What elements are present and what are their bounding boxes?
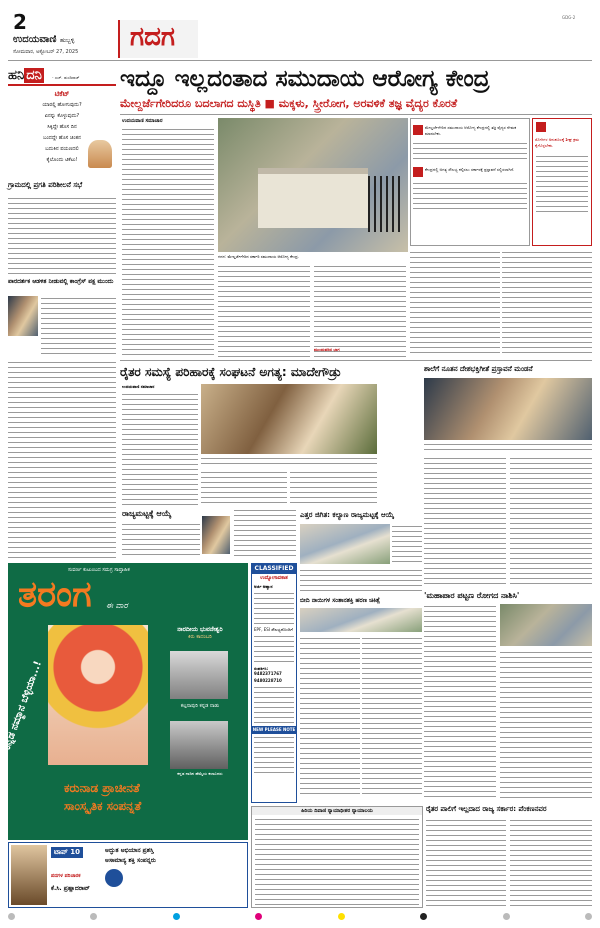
farmers-headline: ರೈತರ ಸಮಸ್ಯೆ ಪರಿಹಾರಕ್ಕೆ ಸಂಘಟನೆ ಅಗತ್ಯ: ಮಾದೇಗೌಡ್ರು [120, 365, 342, 379]
issue-date: ಸೋಮವಾರ, ಅಕ್ಟೋಬರ್ 27, 2025 [13, 49, 79, 55]
court-notice-header: ಹಿರಿಯ ದಿವಾಣಿ ನ್ಯಾಯಾಧೀಶರ ನ್ಯಾಯಾಲಯ [252, 807, 422, 815]
quote-1: ಮೇಲ್ದರ್ಜೆಗೇರಿದ ಸಮುದಾಯ ಆರೋಗ್ಯ ಕೇಂದ್ರದಲ್ಲಿ ತಜ್ಞ ವೈದ್ಯರ ನೇಮಕ ಮಾಡಬೇಕು. [411, 123, 529, 139]
rajya-col-2 [234, 508, 296, 558]
pot-col-2 [510, 456, 592, 586]
column-header [8, 64, 116, 86]
poem-illustration [88, 140, 112, 168]
taranga-ad [1, 563, 248, 840]
dogs-photo [300, 608, 422, 632]
classified-entry: 9480228710 [254, 678, 282, 683]
ad-feature-1: ನಾರದೀಯ ಭುವನೇಶ್ವರಿ ಕಿರು ಕಾದಂಬರಿ [177, 626, 223, 640]
pot-caption [424, 442, 592, 452]
lead-rule [120, 114, 592, 115]
lead-col-2 [218, 264, 310, 357]
meeting-headline: 'ಮಹಾಪಾರ ಪಟ್ಟಣ ರೋಗದ ನಾಶಿಸಿ' [424, 591, 520, 600]
farmers-caption-lines [201, 456, 377, 468]
classified-entry: ಸಂಪರ್ಕಿಸಿ: 9482371767 [254, 666, 282, 676]
ad-brand: ತರಂಗ [18, 574, 92, 615]
farmers-col-3 [290, 470, 377, 506]
top10-strip [8, 842, 248, 908]
bottom-col [426, 818, 506, 908]
quote-2: ಕೇಂದ್ರದಲ್ಲಿ ಅಗತ್ಯ ಸೌಲಭ್ಯ ಕಲ್ಪಿಸಲು ಸರ್ಕಾರಕ್ಕೆ ಪ್ರಸ್ತಾವನೆ ಸಲ್ಲಿಸಲಾಗಿದೆ. [411, 165, 529, 179]
meeting-col-2 [500, 650, 592, 800]
lead-headline: ಇದ್ದೂ ಇಲ್ಲದಂತಾದ ಸಮುದಾಯ ಆರೋಗ್ಯ ಕೇಂದ್ರ [120, 66, 490, 92]
classified-notice: NEW PLEASE NOTE [252, 727, 296, 732]
left-story-2-headline: ಪಾರದರ್ಶಕ ಆಡಳಿತ ನೀಡುವಲ್ಲಿ ಕಾಂಗ್ರೆಸ್ ಪಕ್ಷ ಮುಂದು [8, 278, 114, 285]
page-number: 2 [13, 10, 27, 34]
meeting-col-1 [424, 604, 496, 800]
ad-tagline-1: ಕರುನಾಡ ಪ್ರಾಚೀನತೆ [64, 781, 140, 795]
left-story-2-photo [8, 296, 38, 336]
lead-continued: ಮುಂದುವರಿದ ಭಾಗ [314, 347, 340, 352]
lead-col-4 [410, 250, 500, 357]
farmers-col-1 [122, 392, 198, 506]
sports-side [392, 524, 422, 564]
quote-box-2: ರೋಗಿಗಳ ಅನುಕೂಲಕ್ಕೆ ಶೀಘ್ರ ಕ್ರಮ ಕೈಗೊಳ್ಳಬೇಕು. [532, 118, 592, 246]
edition-text: ಹುಬ್ಬಳ್ಳಿ [59, 37, 75, 44]
left-story-2-body [41, 296, 116, 356]
paper-name [13, 34, 74, 45]
pot-headline: ಶಾಲೆಗೆ ನೂತನ ದೇಶಭಕ್ತಿಗೀತೆ ಪ್ರಸ್ತಾವನೆ ಮಂಡನೆ [424, 365, 533, 373]
column-author: - ಎಚ್. ಡುಂಡಿರಾಜ್ [51, 75, 80, 80]
column-title-b: ದನಿ [26, 68, 42, 83]
top10-sub: ಅಸಾಮಾನ್ಯ ಶಕ್ತಿ ಸಂಪನ್ನರು [105, 857, 156, 864]
dogs-col-2 [362, 636, 422, 796]
ad-feature-3: ಕನ್ನಡ ನಾಡಿನ ಹೆಮ್ಮೆಯ ಕಲಾವಿದರು [177, 771, 223, 776]
top10-badge: ಟಾಪ್ 10 [51, 847, 83, 858]
ad-brand-top: ಸುವರ್ಣ ಕುಟುಂಬದ ಸಮಗ್ರ ಸಾಪ್ತಾಹಿಕ [68, 567, 130, 573]
bottom-col-2 [510, 818, 592, 908]
ad-tagline-2: ಸಾಂಸ್ಕೃತಿಕ ಸಂಪನ್ನತೆ [64, 799, 142, 813]
classified-subheader: ಉದ್ಯೋಗಾವಕಾಶ [260, 575, 288, 581]
ad-feature-2: ಕಲ್ಪನಾಪುರಿ ಕನ್ನಡ ನಾಡು [180, 703, 220, 709]
farmers-photo [201, 384, 377, 454]
farmers-reporter: ಉದಯವಾಣಿ ಸಮಾಚಾರ [122, 384, 155, 389]
poem-line: ಸಿಕ್ಕಿದ್ದೇ ಹೊಸ ದಿನ [47, 124, 77, 130]
classified-entry: EPF, ESI ಸೌಲಭ್ಯದೊಂದಿಗೆ [254, 627, 293, 632]
lead-subhead: ಮೇಲ್ದರ್ಜೆಗೇರಿದರೂ ಬದಲಾಗದ ದುಸ್ಥಿತಿ ■ ಮಕ್ಕಳು, ಸ್ತ್ರೀರೋಗ, ಅರವಳಿಕೆ ತಜ್ಞ ವೈದ್ಯರ ಕೊರತೆ [120, 97, 458, 110]
registration-marks [8, 913, 592, 921]
poem-line: ಬಂದದ್ದೇ ಹೊಸ ಚಿಂತನ [43, 135, 81, 141]
rajya-col [122, 522, 200, 558]
poem-title: ಟಿಕೆಟ್ [54, 90, 70, 98]
poem-line: ಬದುಕಿನ ಪಯಣದಲಿ [45, 146, 79, 152]
dogs-col-1 [300, 636, 360, 796]
top10-person-name: ಕೆ.ಸಿ. ಪ್ರಹ್ಲಾದರಾವ್ [51, 885, 90, 892]
gate-shape [368, 176, 404, 232]
ad-goddess [48, 625, 148, 765]
poem-line: ಕೈಲೊಂದು ಟಿಕೆಟು! [46, 157, 78, 163]
top10-person [11, 845, 47, 905]
left-story-1-headline: ಗ್ರಾಮದಲ್ಲಿ ಪ್ರಗತಿ ಪರಿಶೀಲನೆ ಸಭೆ [8, 181, 83, 189]
column-title-a: ಹನಿ [8, 68, 25, 83]
sports-col [300, 568, 422, 592]
ad-portrait-1 [170, 651, 228, 699]
classified-header: CLASSIFIED [252, 564, 296, 574]
dogs-headline: ಬೀದಿ ನಾಯಿಗಳ ಸಂತಾನಶಕ್ತಿ ಹರಣ ಚಿಕಿತ್ಸೆ [300, 597, 380, 604]
bottom-headline: ರೈತರ ಪಾಲಿಗೆ ಇಲ್ಲದಾದ ರಾಜ್ಯ ಸರ್ಕಾರ: ಪೆಂಕಣನವರ [426, 805, 547, 813]
left-body-continuation [8, 360, 116, 560]
poem-line: ಯಾರಲ್ಲಿ ಹೋಗುವುದು? [42, 102, 82, 108]
lead-reporter: ಉದಯವಾಣಿ ಸಮಾಚಾರ [122, 118, 163, 124]
classified-entry: ಅರ್ಜಿ ಆಹ್ವಾನ [254, 584, 273, 589]
lead-photo [218, 118, 408, 252]
meeting-photo [500, 604, 592, 646]
sports-headline: ಎತ್ತರ ಜಿಗಿತ: ಕಲ್ಯಾಣ ರಾಜ್ಯಮಟ್ಟಕ್ಕೆ ಆಯ್ಕೆ [300, 511, 395, 519]
sports-photo [300, 524, 390, 564]
lead-photo-caption: ಗದಗ: ಮೇಲ್ದರ್ಜೆಗೇರಿದ ಸರ್ಕಾರಿ ಸಮುದಾಯ ಆರೋಗ್ಯ ಕೇಂದ್ರ. [218, 254, 300, 259]
building-shape [258, 168, 368, 228]
lead-col-1 [122, 127, 214, 357]
masthead-rule [8, 60, 592, 61]
pot-photo [424, 378, 592, 440]
top10-title: ಅದ್ಭುತ ಅಭಿಯಾನ ಪ್ರಶಸ್ತಿ [105, 847, 154, 854]
paper-name-text: ಉದಯವಾಣಿ [13, 34, 57, 45]
court-notice [251, 806, 423, 908]
page-code: GDG-2 [562, 15, 576, 20]
rajya-photo [202, 516, 230, 554]
classified-box [251, 563, 297, 803]
quote-box [410, 118, 530, 246]
section-tab [118, 20, 198, 58]
ad-vertical-text: ಕನ್ನಡ ನಮ್ಮಾನ ಬೆಳ್ಳಿಯಾ...! [1, 659, 45, 752]
ad-brand-sub: ಈ ವಾರ [106, 601, 128, 610]
left-story-1-body [8, 196, 116, 274]
lead-col-5 [502, 250, 592, 357]
top10-person-label: ಪದಗಳ ಪರಿಚಾರಕ [51, 873, 81, 879]
pot-col-1 [424, 456, 506, 586]
rajya-headline: ರಾಜ್ಯಮಟ್ಟಕ್ಕೆ ಆಯ್ಕೆ [122, 509, 172, 518]
section-rule-1 [120, 360, 592, 361]
top10-emblem [105, 869, 123, 887]
poem-line: ಏನನ್ನು ಕೊಳ್ಳುವುದು? [44, 113, 80, 119]
lead-col-3 [314, 264, 406, 357]
farmers-col-2 [201, 470, 287, 506]
section-title: ಗದಗ [130, 22, 175, 52]
ad-portrait-2 [170, 721, 228, 769]
